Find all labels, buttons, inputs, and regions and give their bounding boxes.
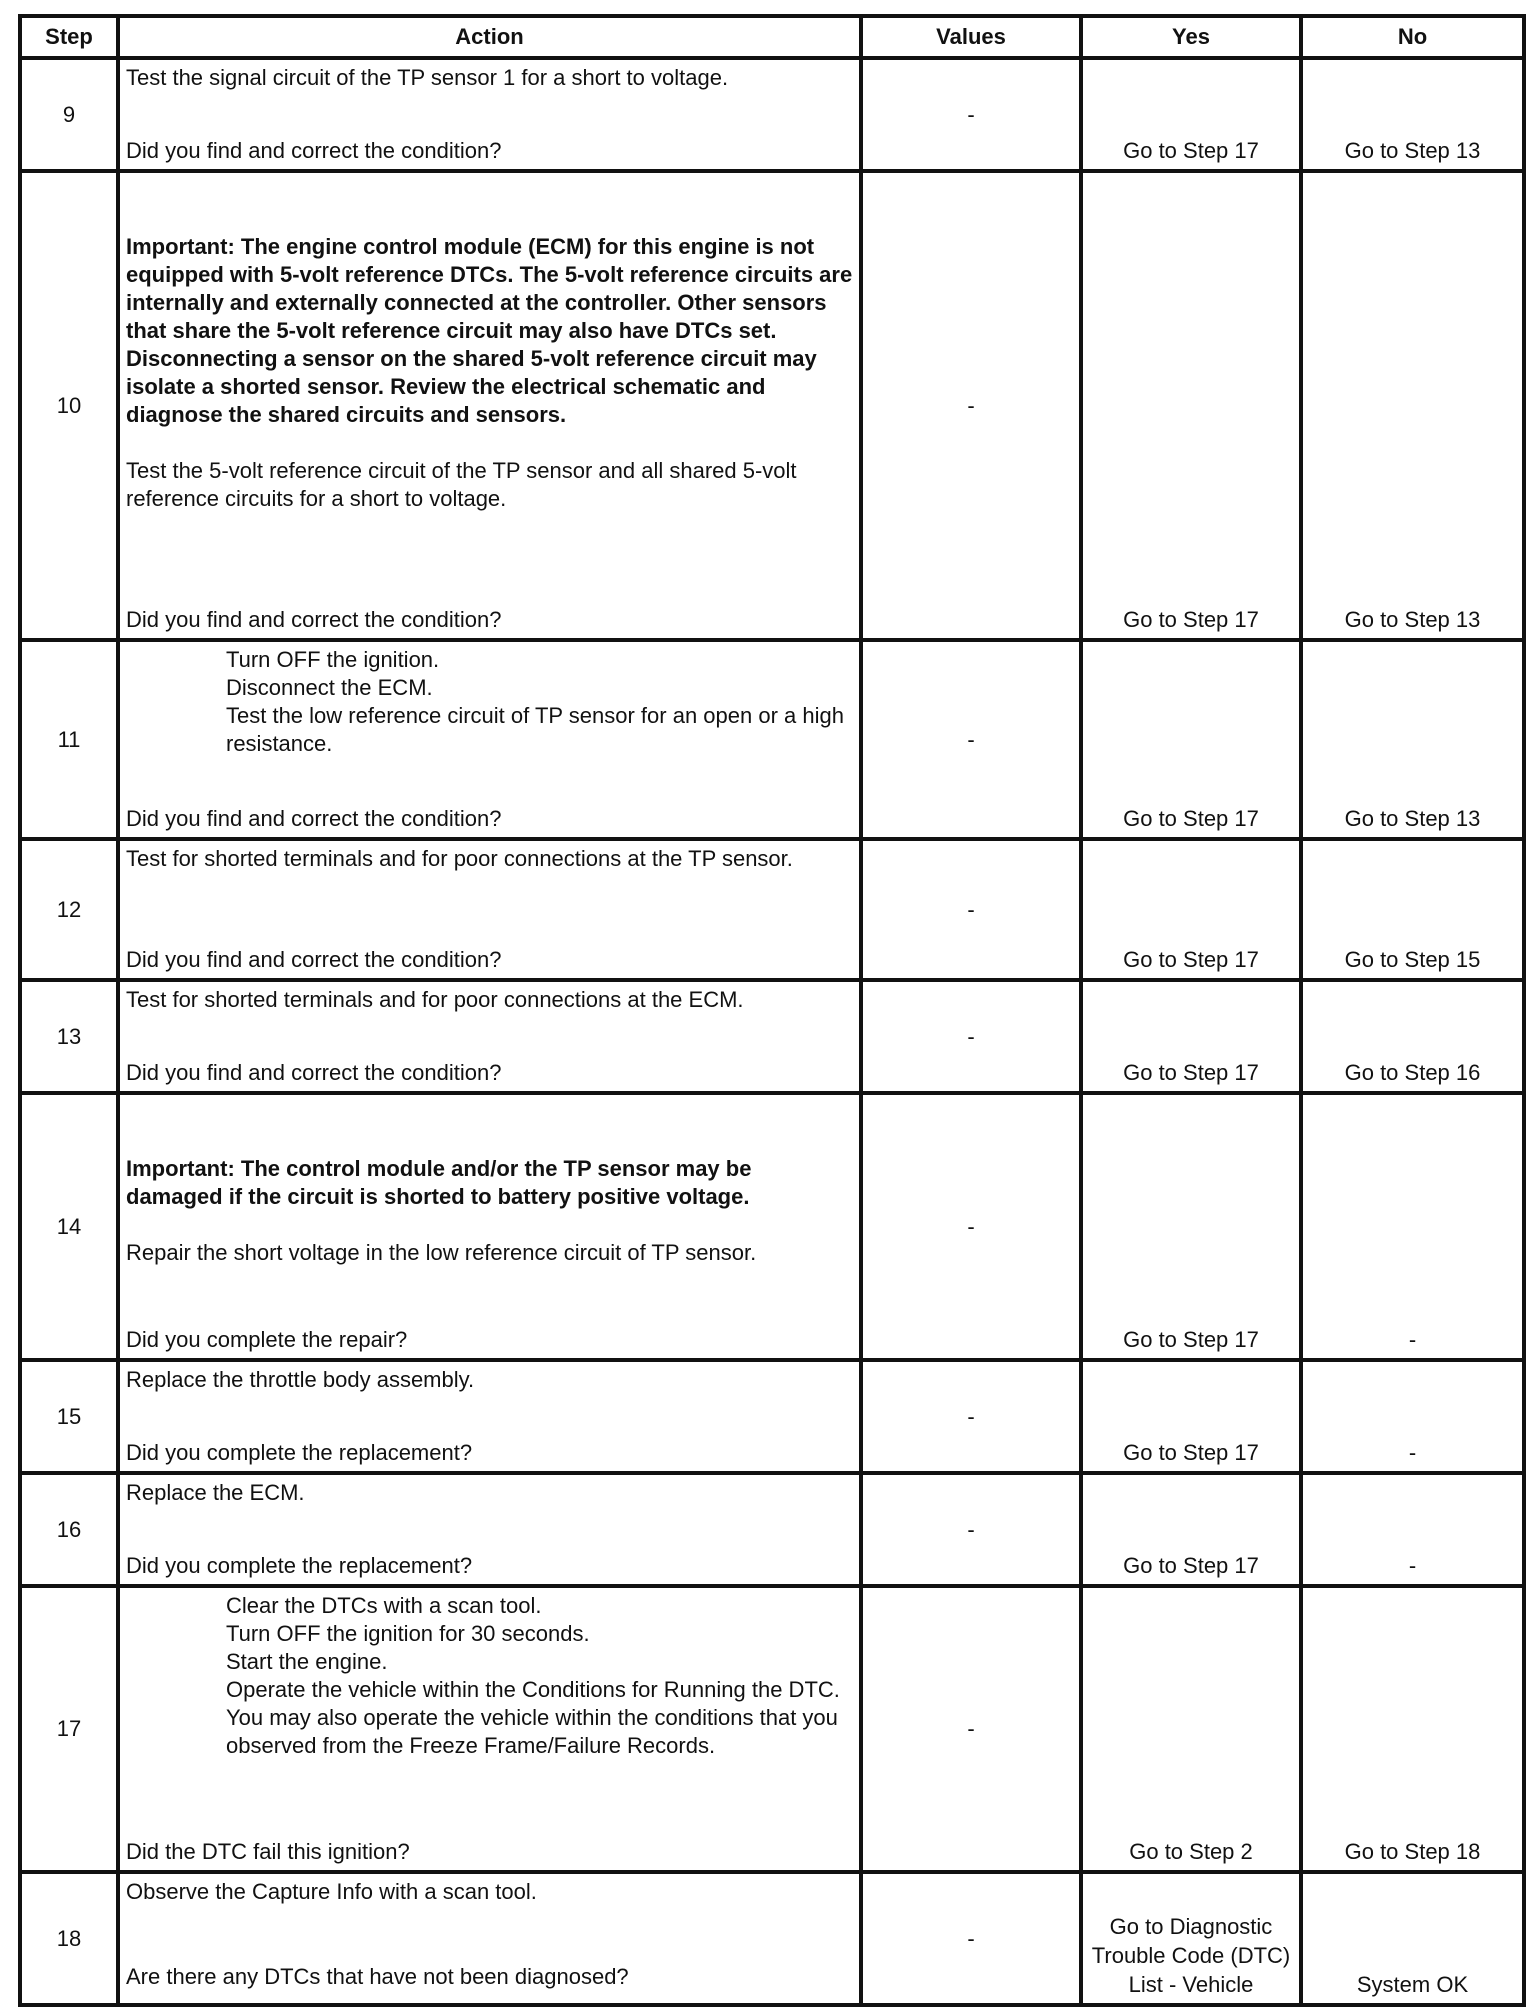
- values-cell: -: [861, 839, 1081, 980]
- no-cell: System OK: [1301, 1872, 1524, 2005]
- yes-cell: Go to Step 17: [1081, 1360, 1301, 1473]
- step-number: 16: [20, 1473, 118, 1586]
- important-note: Important: The engine control module (ECM) for this engine is not equipped with 5-volt reference DTCs. The 5-volt reference circuits are internally and externally connected at the controller. Other sensors that share the 5-volt reference circuit may also have DTCs set. Disconnecting a sensor on the shared 5-volt reference circuit may isolate a shorted sensor. Review the electrical schematic and diagnose the shared circuits and sensors.: [126, 234, 853, 427]
- action-text: Replace the throttle body assembly.: [126, 1367, 475, 1392]
- action-text: Observe the Capture Info with a scan tool.: [126, 1879, 537, 1904]
- action-question: Did you find and correct the condition?: [126, 1060, 502, 1085]
- no-cell: Go to Step 15: [1301, 839, 1524, 980]
- action-text: Test the signal circuit of the TP sensor 1 for a short to voltage.: [126, 65, 729, 90]
- action-question: Did you find and correct the condition?: [126, 947, 502, 972]
- yes-cell: Go to Step 17: [1081, 1093, 1301, 1360]
- action-cell: [118, 1872, 861, 2005]
- header-row: [20, 16, 1524, 58]
- action-cell: [118, 1473, 861, 1586]
- action-text: Repair the short voltage in the low reference circuit of TP sensor.: [126, 1240, 757, 1265]
- important-note: Important: The control module and/or the TP sensor may be damaged if the circuit is shorted to battery positive voltage.: [126, 1156, 752, 1209]
- values-cell: -: [861, 1586, 1081, 1872]
- no-cell: -: [1301, 1360, 1524, 1473]
- diagnostic-steps-table: [18, 14, 1526, 2007]
- no-cell: Go to Step 13: [1301, 58, 1524, 171]
- values-cell: -: [861, 58, 1081, 171]
- step-number: 17: [20, 1586, 118, 1872]
- list-item: Operate the vehicle within the Conditions for Running the DTC. You may also operate the vehicle within the conditions that you observed from the Freeze Frame/Failure Records.: [226, 1677, 840, 1758]
- action-question: Did you find and correct the condition?: [126, 138, 502, 163]
- list-item: Turn OFF the ignition.: [226, 647, 440, 672]
- action-step-list: [126, 646, 853, 758]
- no-cell: -: [1301, 1093, 1524, 1360]
- values-cell: -: [861, 640, 1081, 839]
- action-cell: [118, 1093, 861, 1360]
- no-cell: Go to Step 16: [1301, 980, 1524, 1093]
- table-row: [20, 171, 1524, 640]
- action-question: Did you find and correct the condition?: [126, 806, 502, 831]
- action-question: Are there any DTCs that have not been diagnosed?: [126, 1964, 629, 1989]
- step-number: 14: [20, 1093, 118, 1360]
- no-header: No: [1301, 16, 1524, 58]
- action-header: Action: [118, 16, 861, 58]
- step-header: Step: [20, 16, 118, 58]
- step-number: 11: [20, 640, 118, 839]
- action-text: Replace the ECM.: [126, 1480, 305, 1505]
- list-item: Clear the DTCs with a scan tool.: [226, 1593, 542, 1618]
- action-text: Test for shorted terminals and for poor connections at the ECM.: [126, 987, 744, 1012]
- action-cell: [118, 640, 861, 839]
- action-question: Did you complete the repair?: [126, 1327, 408, 1352]
- yes-cell: Go to Step 17: [1081, 640, 1301, 839]
- table-row: [20, 1586, 1524, 1872]
- table-row: [20, 980, 1524, 1093]
- action-question: Did you complete the replacement?: [126, 1440, 473, 1465]
- no-cell: Go to Step 18: [1301, 1586, 1524, 1872]
- yes-cell: Go to Step 17: [1081, 839, 1301, 980]
- no-cell: -: [1301, 1473, 1524, 1586]
- action-question: Did you complete the replacement?: [126, 1553, 473, 1578]
- yes-cell: Go to Step 17: [1081, 1473, 1301, 1586]
- list-item: Test the low reference circuit of TP sensor for an open or a high resistance.: [226, 703, 844, 756]
- table-row: [20, 1360, 1524, 1473]
- action-cell: [118, 839, 861, 980]
- table-row: [20, 1473, 1524, 1586]
- step-number: 12: [20, 839, 118, 980]
- values-header: Values: [861, 16, 1081, 58]
- values-cell: -: [861, 1360, 1081, 1473]
- yes-cell: Go to Step 17: [1081, 58, 1301, 171]
- yes-cell: Go to Step 17: [1081, 171, 1301, 640]
- action-cell: [118, 171, 861, 640]
- action-cell: [118, 1360, 861, 1473]
- values-cell: -: [861, 980, 1081, 1093]
- action-cell: [118, 1586, 861, 1872]
- yes-cell: Go to Diagnostic Trouble Code (DTC) List - Vehicle: [1081, 1872, 1301, 2005]
- list-item: Start the engine.: [226, 1649, 388, 1674]
- step-number: 18: [20, 1872, 118, 2005]
- action-cell: [118, 980, 861, 1093]
- action-question: Did the DTC fail this ignition?: [126, 1839, 410, 1864]
- table-row: [20, 1872, 1524, 2005]
- values-cell: -: [861, 1473, 1081, 1586]
- step-number: 10: [20, 171, 118, 640]
- table-row: [20, 1093, 1524, 1360]
- table-row: [20, 839, 1524, 980]
- table-row: [20, 640, 1524, 839]
- yes-cell: Go to Step 2: [1081, 1586, 1301, 1872]
- action-text: Test the 5-volt reference circuit of the TP sensor and all shared 5-volt reference circuits for a short to voltage.: [126, 458, 797, 511]
- step-number: 9: [20, 58, 118, 171]
- values-cell: -: [861, 1872, 1081, 2005]
- no-cell: Go to Step 13: [1301, 640, 1524, 839]
- list-item: Turn OFF the ignition for 30 seconds.: [226, 1621, 590, 1646]
- action-step-list: [126, 1592, 853, 1760]
- table-row: [20, 58, 1524, 171]
- no-cell: Go to Step 13: [1301, 171, 1524, 640]
- yes-cell: Go to Step 17: [1081, 980, 1301, 1093]
- action-question: Did you find and correct the condition?: [126, 607, 502, 632]
- yes-header: Yes: [1081, 16, 1301, 58]
- values-cell: -: [861, 171, 1081, 640]
- list-item: Disconnect the ECM.: [226, 675, 433, 700]
- values-cell: -: [861, 1093, 1081, 1360]
- step-number: 15: [20, 1360, 118, 1473]
- action-text: Test for shorted terminals and for poor connections at the TP sensor.: [126, 846, 793, 871]
- action-cell: [118, 58, 861, 171]
- step-number: 13: [20, 980, 118, 1093]
